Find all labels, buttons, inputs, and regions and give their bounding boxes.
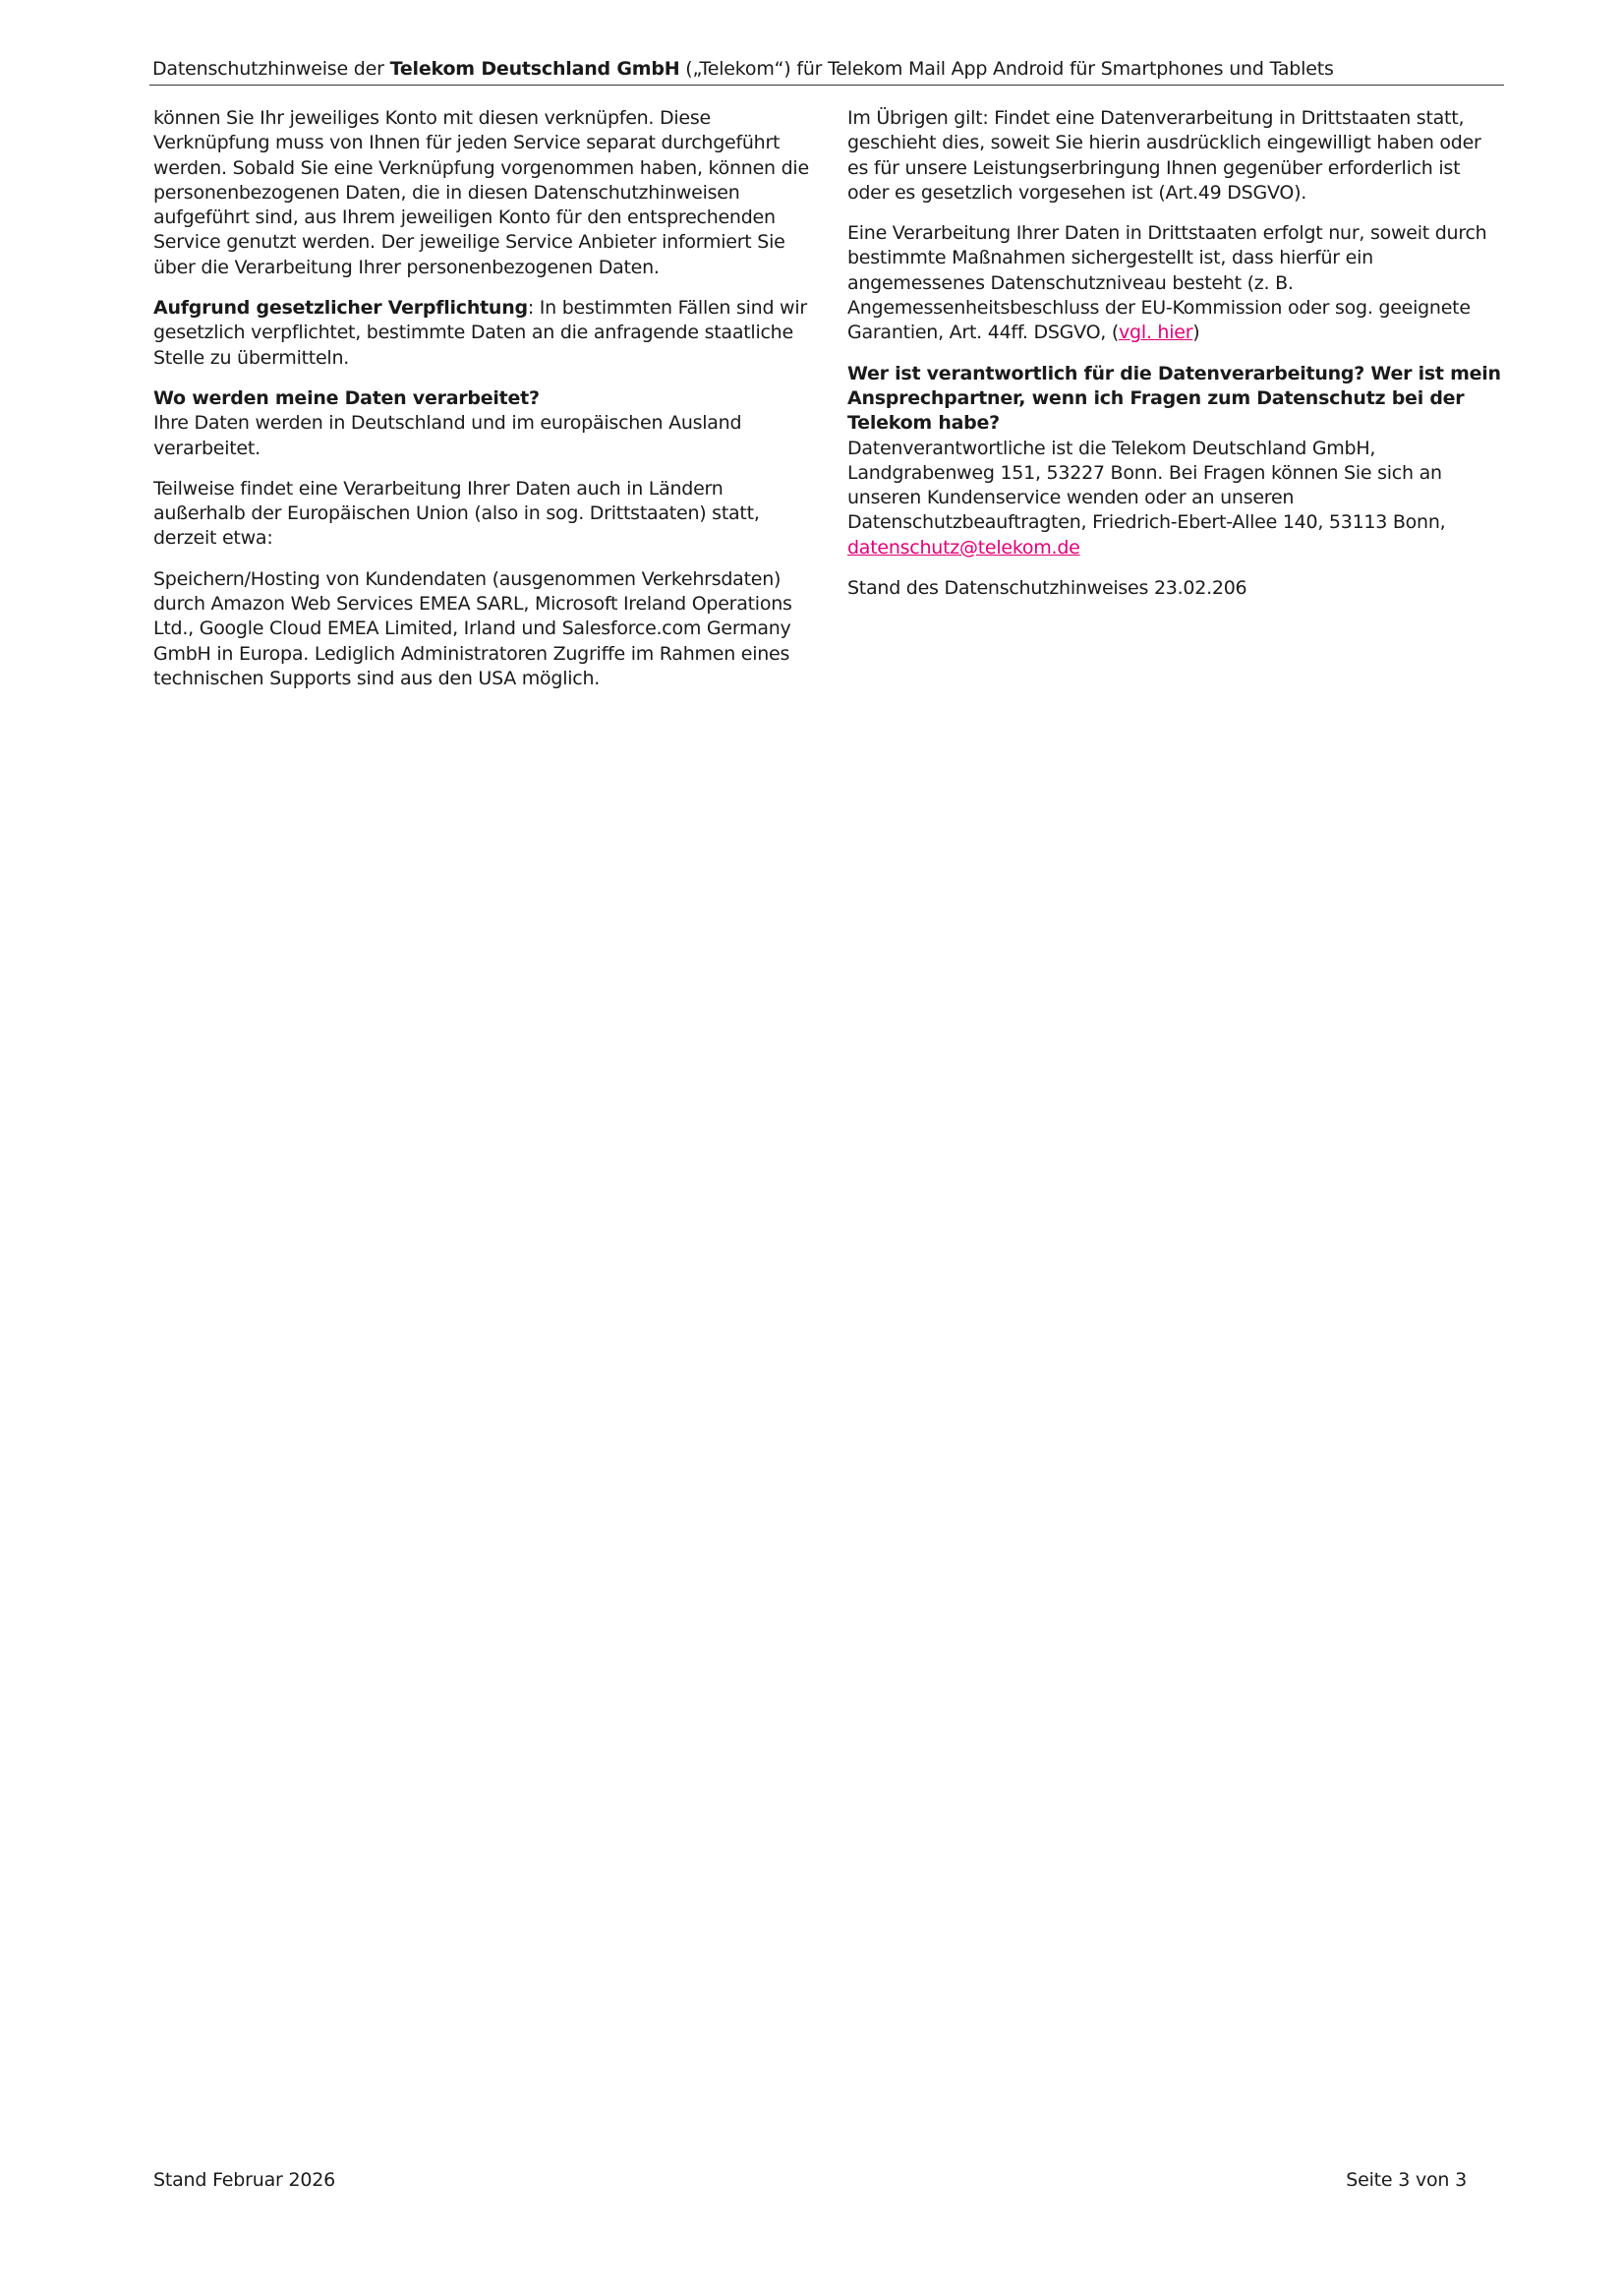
paragraph-third-country-rules: Im Übrigen gilt: Findet eine Datenverarbeitung in Drittstaaten statt, geschieht dies, soweit Sie hierin ausdrücklich eingewilligt haben oder es für unsere Leistungserbringung Ihnen gegenüber erforderlich ist oder es gesetzlich vorgesehen ist (Art.49 DSGVO). [847, 107, 1481, 204]
legal-obligation-text: : In bestimmten Fällen sind wir gesetzlich verpflichtet, bestimmte Daten an die anfragende staatliche Stelle zu übermitteln. [153, 297, 807, 369]
paragraph-notice-date: Stand des Datenschutzhinweises 23.02.206 [847, 577, 1247, 600]
paragraph-third-countries: Teilweise findet eine Verarbeitung Ihrer Daten auch in Ländern außerhalb der Europäischen Union (also in sog. Drittstaaten) statt, derzeit etwa: [153, 477, 760, 550]
footer-page-number: Seite 3 von 3 [1346, 2169, 1467, 2191]
adequacy-text: Eine Verarbeitung Ihrer Daten in Drittstaaten erfolgt nur, soweit durch bestimmte Maßnahmen sichergestellt ist, dass hierfür ein angemessenes Datenschutzniveau besteht (z. B. Angemessenheitsbeschluss der EU-Kommission oder sog. geeignete Garantien, Art. 44ff. DSGVO, ( [847, 222, 1487, 344]
paragraph-account-linking: können Sie Ihr jeweiliges Konto mit diesen verknüpfen. Diese Verknüpfung muss von Ihnen für jeden Service separat durchgeführt werden. Sobald Sie eine Verknüpfung vorgenommen haben, können die personenbezogenen Daten, die in diesen Datenschutzhinweisen aufgeführt sind, aus Ihrem jeweiligen Konto für den entsprechenden Service genutzt werden. Der jeweilige Service Anbieter informiert Sie über die Verarbeitung Ihrer personenbezogenen Daten. [153, 107, 809, 278]
paragraph-processing-location [153, 386, 817, 461]
legal-obligation-label: Aufgrund gesetzlicher Verpflichtung [153, 297, 528, 320]
paragraph-adequacy [847, 221, 1506, 345]
paragraph-hosting-providers: Speichern/Hosting von Kundendaten (ausgenommen Verkehrsdaten) durch Amazon Web Services EMEA SARL, Microsoft Ireland Operations Ltd., Google Cloud EMEA Limited, Irland und Salesforce.com Germany GmbH in Europa. Lediglich Administratoren Zugriffe im Rahmen eines technischen Supports sind aus den USA möglich. [153, 567, 792, 689]
processing-location-text: Ihre Daten werden in Deutschland und im europäischen Ausland verarbeitet. [153, 412, 742, 459]
paragraph-controller [847, 362, 1506, 560]
header-suffix: („Telekom“) für Telekom Mail App Android für Smartphones und Tablets [679, 58, 1334, 80]
processing-location-heading: Wo werden meine Daten verarbeitet? [153, 386, 540, 409]
header-divider [149, 85, 1504, 86]
header-prefix: Datenschutzhinweise der [152, 58, 390, 80]
header-company: Telekom Deutschland GmbH [389, 58, 680, 80]
page-header [152, 55, 1494, 83]
left-column [153, 106, 817, 707]
adequacy-link[interactable]: vgl. hier [1119, 322, 1193, 344]
privacy-email-link[interactable]: datenschutz@telekom.de [847, 536, 1080, 559]
controller-text: Datenverantwortliche ist die Telekom Deutschland GmbH, Landgrabenweg 151, 53227 Bonn. Bei Fragen können Sie sich an unseren Kundenservice wenden oder an unseren Datenschutzbeauftragten, Friedrich-Ebert-Allee 140, 53113 Bonn, [847, 437, 1446, 534]
controller-heading: Wer ist verantwortlich für die Datenverarbeitung? Wer ist mein Ansprechpartner, wenn ich Fragen zum Datenschutz bei der Telekom habe? [847, 362, 1501, 435]
right-column [847, 106, 1506, 617]
adequacy-end: ) [1192, 322, 1200, 344]
footer-date: Stand Februar 2026 [153, 2169, 336, 2191]
paragraph-legal-obligation [153, 296, 817, 371]
